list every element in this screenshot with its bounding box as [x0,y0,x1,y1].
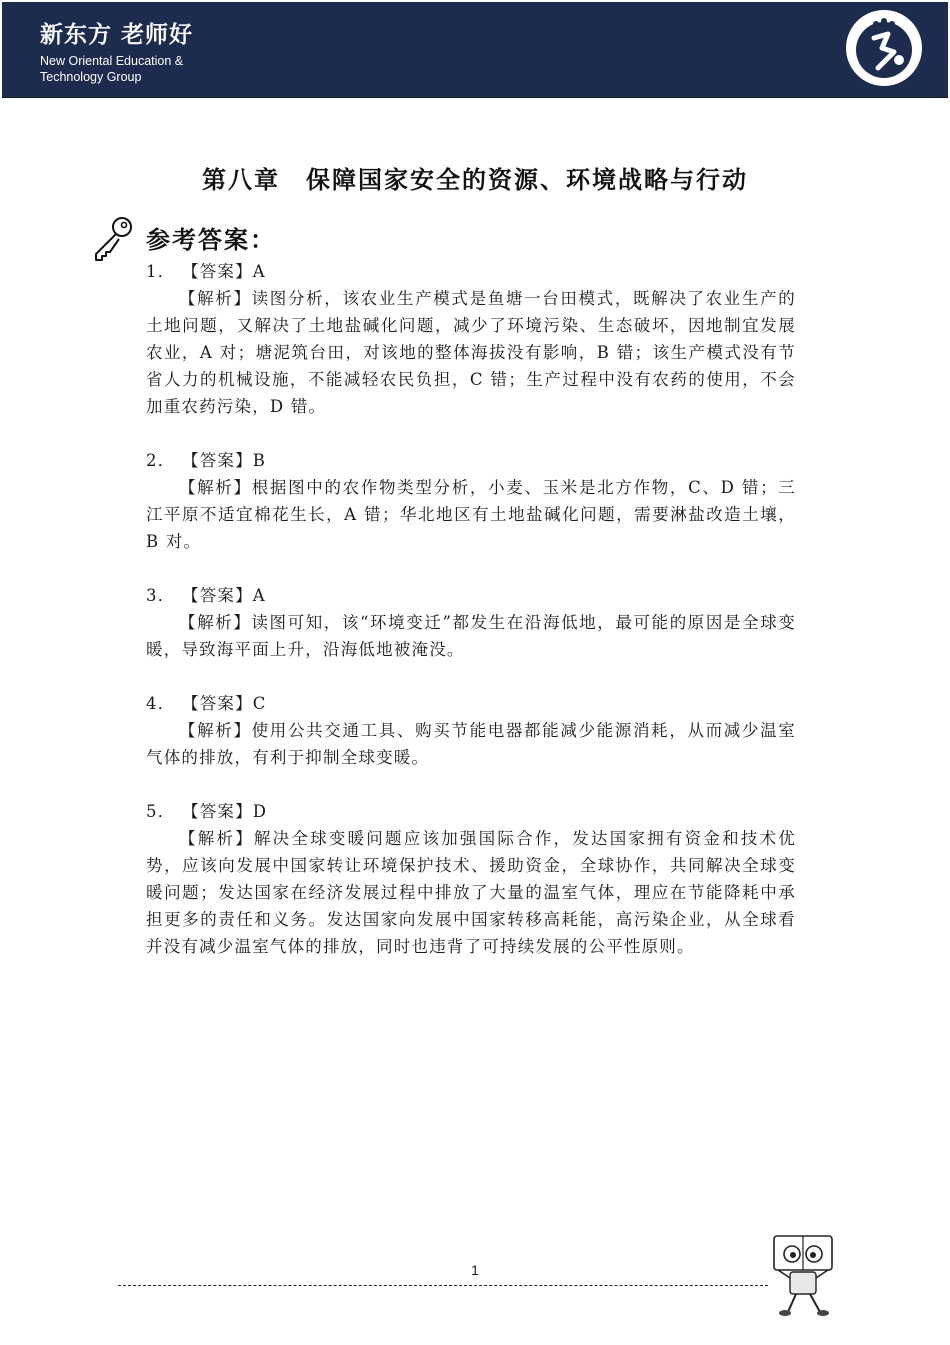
footer-dashed-divider [118,1285,768,1286]
item-number: 2． [146,451,176,470]
answer-item [146,258,796,420]
answer-line [146,258,796,285]
answer-item [146,582,796,663]
brand-subtitle: New Oriental Education & Technology Group [40,54,184,84]
page-number: 1 [471,1262,479,1278]
answers-heading: 参考答案： [146,225,276,254]
answer-text: 【答案】A [182,586,266,605]
answer-text: 【答案】B [182,451,267,470]
explanation-text: 【解析】读图分析，该农业生产模式是鱼塘一台田模式，既解决了农业生产的土地问题，又解决了土地盐碱化问题，减少了环境污染、生态破坏，因地制宜发展农业，A 对；塘泥筑台田，对该地的整体海拔没有影响，B 错；该生产模式没有节省人力的机械设施，不能减轻农民负担，C 错；生产过程中没有农药的使用，不会加重农药污染，D 错。 [146,289,796,416]
answer-line [146,798,796,825]
answer-text: 【答案】C [182,694,267,713]
answer-line [146,447,796,474]
item-number: 1． [146,262,176,281]
explanation-text: 【解析】解决全球变暖问题应该加强国际合作，发达国家拥有资金和技术优势，应该向发展中国家转让环境保护技术、援助资金，全球协作，共同解决全球变暖问题；发达国家在经济发展过程中排放了大量的温室气体，理应在节能降耗中承担更多的责任和义务。发达国家向发展中国家转移高耗能，高污染企业，从全球看并没有减少温室气体的排放，同时也违背了可持续发展的公平性原则。 [146,829,796,956]
answer-item [146,798,796,960]
item-number: 4． [146,694,176,713]
header-banner [2,2,948,98]
explanation-text: 【解析】读图可知，该“环境变迁”都发生在沿海低地，最可能的原因是全球变暖，导致海平面上升，沿海低地被淹没。 [146,613,796,659]
answers-list [146,258,796,987]
item-number: 5． [146,802,176,821]
logo-icon [844,8,924,88]
answer-line [146,690,796,717]
answer-text: 【答案】D [182,802,268,821]
mascot-icon [768,1232,838,1318]
key-icon [90,214,136,262]
answer-item [146,690,796,771]
explanation-text: 【解析】根据图中的农作物类型分析，小麦、玉米是北方作物，C、D 错；三江平原不适宜棉花生长，A 错；华北地区有土地盐碱化问题，需要淋盐改造土壤，B 对。 [146,478,796,551]
chapter-title: 第八章 保障国家安全的资源、环境战略与行动 [202,165,748,194]
answer-line [146,582,796,609]
brand-title: 新东方 老师好 [40,22,194,48]
answer-text: 【答案】A [182,262,266,281]
explanation-text: 【解析】使用公共交通工具、购买节能电器都能减少能源消耗，从而减少温室气体的排放，有利于抑制全球变暖。 [146,721,796,767]
answer-item [146,447,796,555]
item-number: 3． [146,586,176,605]
